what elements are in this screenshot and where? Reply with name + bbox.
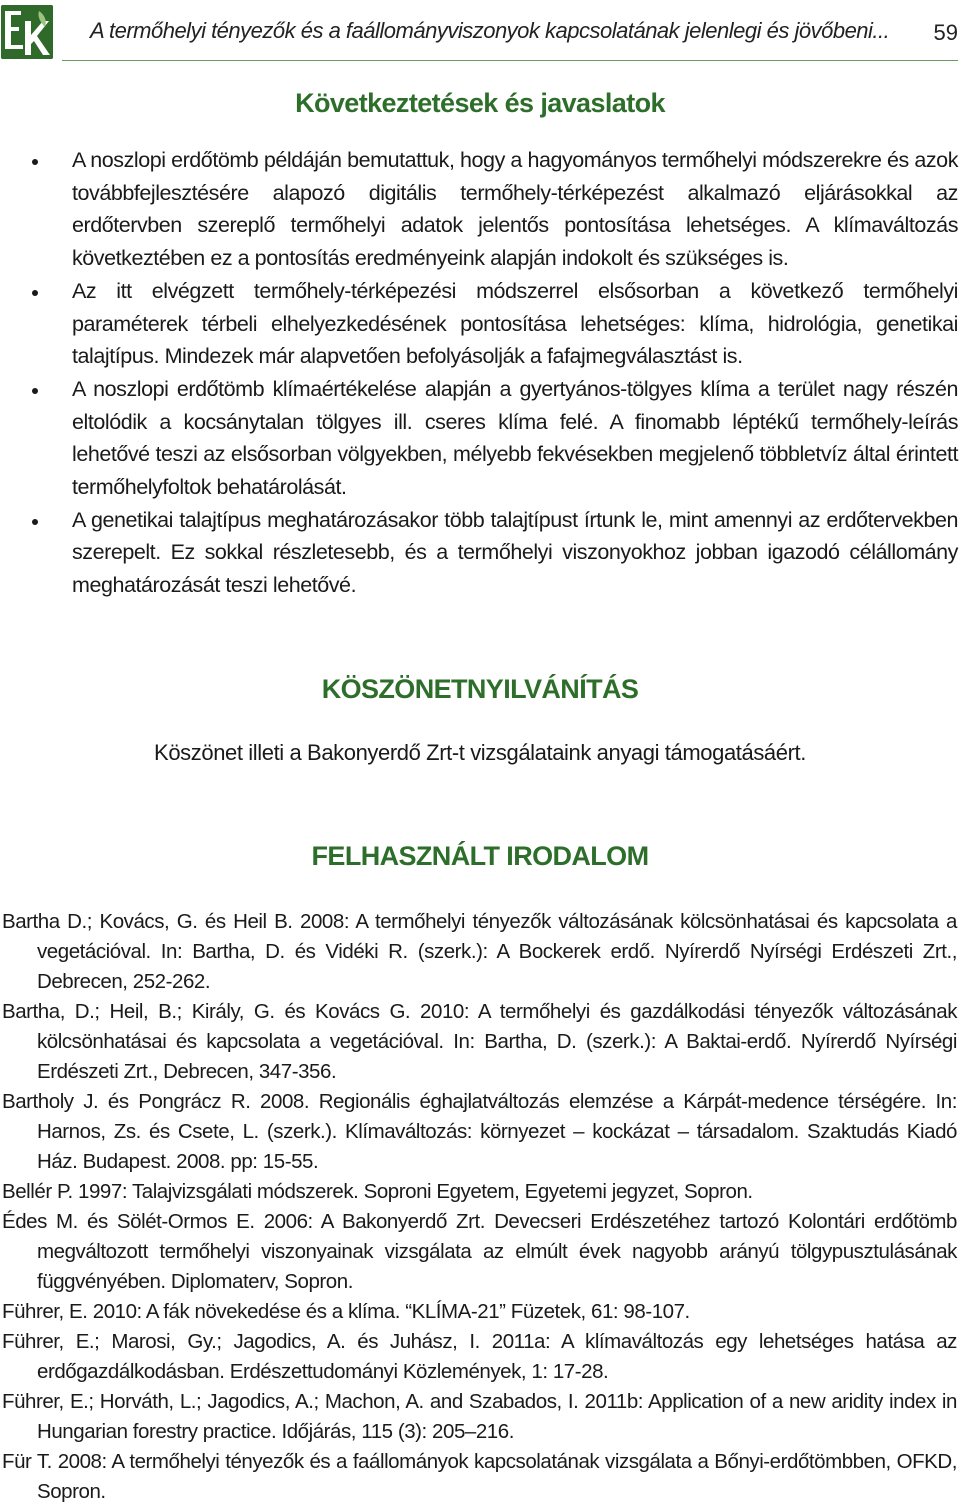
acknowledgements-heading: KÖSZÖNETNYILVÁNÍTÁS — [321, 674, 639, 704]
conclusions-list — [30, 144, 958, 602]
list-item-text: A noszlopi erdőtömb klímaértékelése alapján a gyertyános-tölgyes klíma a terület nagy részén eltolódik a kocsánytalan tölgyes ill. cseres klíma felé. A finomabb léptékű termőhely-leírás lehetővé teszi az elsősorban völgyekben, mélyebb fekvésekben megjelenő többletvíz által érintett termőhelyfoltok behatárolását. — [72, 376, 958, 500]
reference-entry: Für T. 2008: A termőhelyi tényezők és a faállományok kapcsolatának vizsgálata a Bőnyi-erdőtömbben, OFKD, Sopron. — [2, 1450, 957, 1503]
header-divider — [62, 60, 958, 61]
reference-entry: Bartholy J. és Pongrácz R. 2008. Regionális éghajlatváltozás elemzése a Kárpát-medence térségére. In: Harnos, Zs. és Csete, L. (szerk.). Klímaváltozás: környezet – kockázat – társadalom. Szaktudás Kiadó Ház. Budapest. 2008. pp: 15-55. — [2, 1090, 957, 1173]
list-item — [30, 504, 958, 602]
running-title: A termőhelyi tényezők és a faállományviszonyok kapcsolatának jelenlegi és jövőbeni... — [90, 18, 890, 43]
reference-entry: Bartha, D.; Heil, B.; Király, G. és Kovács G. 2010: A termőhelyi és gazdálkodási tényezők változásának kölcsönhatásai és kapcsolata a vegetációval. In: Bartha, D. (szerk.): A Baktai-erdő. Nyírerdő Nyírségi Erdészeti Zrt., Debrecen, 347-356. — [2, 1000, 957, 1083]
references-heading: FELHASZNÁLT IRODALOM — [311, 841, 649, 871]
conclusions-heading: Következtetések és javaslatok — [295, 88, 665, 118]
bullet-icon — [32, 290, 38, 296]
list-item — [30, 373, 958, 504]
bullet-icon — [32, 519, 38, 525]
list-item — [30, 275, 958, 373]
journal-logo — [1, 5, 53, 59]
reference-entry: Führer, E.; Horváth, L.; Jagodics, A.; Machon, A. and Szabados, I. 2011b: Application of a new aridity index in Hungarian forestry practice. Időjárás, 115 (3): 205–216. — [2, 1390, 957, 1443]
page-header — [0, 0, 960, 62]
list-item-text: A noszlopi erdőtömb példáján bemutattuk, hogy a hagyományos termőhelyi módszerekre és azok továbbfejlesztésére alapozó digitális termőhely-térképezést alkalmazó eljárásokkal az erdőtervben szereplő termőhelyi adatok jelentős pontosítása lehetséges. A klímaváltozás következtében ez a pontosítás eredményeink alapján indokolt és szükséges is. — [72, 148, 958, 271]
page-number: 59 — [933, 20, 958, 45]
reference-entry: Édes M. és Sölét-Ormos E. 2006: A Bakonyerdő Zrt. Devecseri Erdészetéhez tartozó Kolontári erdőtömb megváltozott termőhelyi viszonyainak vizsgálata az elmúlt évek nagyobb arányú tölgypusztulásának függvényében. Diplomaterv, Sopron. — [2, 1210, 957, 1293]
logo-icon — [1, 5, 53, 59]
reference-list — [2, 907, 957, 1507]
bullet-icon — [32, 388, 38, 394]
list-item — [30, 144, 958, 275]
reference-entry: Bartha D.; Kovács, G. és Heil B. 2008: A termőhelyi tényezők változásának kölcsönhatásai és kapcsolata a vegetációval. In: Bartha, D. és Vidéki R. (szerk.): A Bockerek erdő. Nyírerdő Nyírségi Erdészeti Zrt., Debrecen, 252-262. — [2, 910, 957, 993]
list-item-text: A genetikai talajtípus meghatározásakor több talajtípust írtunk le, mint amennyi az erdőtervekben szerepelt. Ez sokkal részletesebb, és a termőhelyi viszonyokhoz jobban igazodó célállomány meghatározását teszi lehetővé. — [72, 507, 958, 598]
list-item-text: Az itt elvégzett termőhely-térképezési módszerrel elsősorban a következő termőhelyi paraméterek térbeli elhelyezkedésének pontosítása lehetséges: klíma, hidrológia, genetikai talajtípus. Mindezek már alapvetően befolyásolják a fafajmegválasztást is. — [72, 278, 958, 369]
bullet-icon — [32, 159, 38, 165]
reference-entry: Führer, E. 2010: A fák növekedése és a klíma. “KLÍMA-21” Füzetek, 61: 98-107. — [2, 1300, 690, 1323]
acknowledgement-text: Köszönet illeti a Bakonyerdő Zrt-t vizsgálataink anyagi támogatásáért. — [154, 740, 806, 765]
reference-entry: Bellér P. 1997: Talajvizsgálati módszerek. Soproni Egyetem, Egyetemi jegyzet, Sopron. — [2, 1180, 753, 1203]
reference-entry: Führer, E.; Marosi, Gy.; Jagodics, A. és Juhász, I. 2011a: A klímaváltozás egy lehetséges hatása az erdőgazdálkodásban. Erdészettudományi Közlemények, 1: 17-28. — [2, 1330, 957, 1383]
